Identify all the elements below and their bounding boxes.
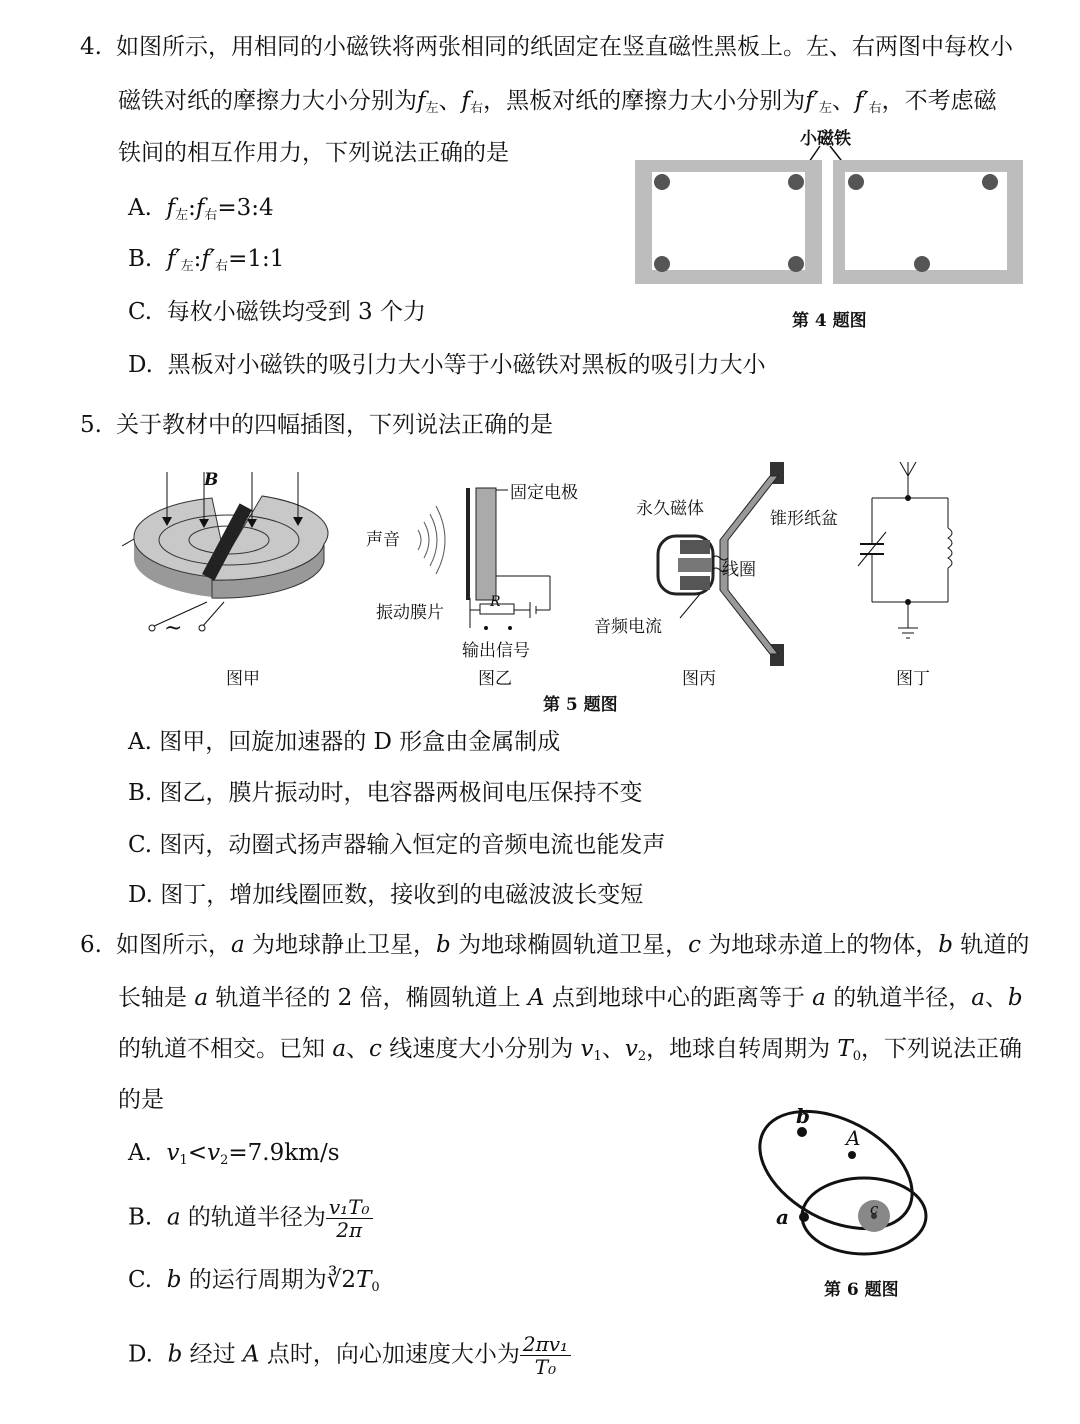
q5-option-a: A. 图甲，回旋加速器的 D 形盒由金属制成 [128, 729, 561, 755]
q5-stem: 5. 关于教材中的四幅插图，下列说法正确的是 [80, 412, 553, 438]
q6-option-b: B. a 的轨道半径为 $\frac{\text{v₁T₀}}{2\pi}$ [128, 1196, 373, 1241]
q6-line1: 6. 如图所示，a 为地球静止卫星，b 为地球椭圆轨道卫星，c 为地球赤道上的物体，b 轨道的 [80, 932, 1030, 958]
q5-caption-bing: 图丙 [682, 669, 716, 689]
q6-option-b-fraction: $\frac{\text{v₁T₀}}{2\pi}$ [326, 1196, 373, 1241]
q5-fig-jia [112, 462, 332, 662]
q5-caption-ding: 图丁 [896, 669, 930, 689]
q4-magnet [654, 174, 670, 190]
q6-fig-label-b: b [796, 1104, 810, 1128]
q6-option-d-fraction: $\frac{\text{2πv₁}}{\text{T₀}}$ [520, 1333, 571, 1378]
q4-magnet [982, 174, 998, 190]
q5-bing-magnet: 永久磁体 [636, 499, 704, 519]
q5-yi-film: 振动膜片 [376, 603, 444, 623]
q6-point-a [799, 1212, 809, 1222]
q4-option-a: A. $f_左:f_右=3:4$ [128, 195, 274, 223]
q5-number: 5. [80, 412, 102, 438]
q6-line4: 的是 [118, 1087, 164, 1113]
q5-bing-coil: 线圈 [722, 560, 756, 580]
q4-magnet [848, 174, 864, 190]
q5-yi-sound: 声音 [366, 530, 400, 550]
q5-caption-yi: 图乙 [478, 669, 512, 689]
q5-jia-ac: ~ [164, 616, 183, 641]
q4-magnet [788, 256, 804, 272]
q4-figure-caption: 第 4 题图 [792, 311, 867, 331]
q6-line3: 的轨道不相交。已知 a、c 线速度大小分别为 $v_1$、$v_2$，地球自转周期为 $T_0$，下列说法正确 [118, 1036, 1023, 1064]
q4-option-b: B. $f'_左:f'_右=1:1$ [128, 246, 285, 274]
q6-fig-label-a: a [776, 1205, 789, 1229]
q6-orbit-b [740, 1087, 932, 1252]
q5-bing-current: 音频电流 [594, 617, 662, 637]
q4-magnet-label: 小磁铁 [800, 129, 851, 149]
q5-yi-output: 输出信号 [462, 641, 530, 661]
q6-option-d: D. b 经过 A 点时，向心加速度大小为 $\frac{\text{2πv₁}}{\text{T₀}}$ [128, 1333, 571, 1378]
q5-caption-jia: 图甲 [226, 669, 260, 689]
q4-line3: 铁间的相互作用力，下列说法正确的是 [118, 140, 509, 166]
q5-option-b: B. 图乙，膜片振动时，电容器两极间电压保持不变 [128, 780, 643, 806]
q4-option-d: D. 黑板对小磁铁的吸引力大小等于小磁铁对黑板的吸引力大小 [128, 352, 766, 378]
q6-figure-caption: 第 6 题图 [824, 1280, 899, 1300]
q5-option-c: C. 图丙，动圈式扬声器输入恒定的音频电流也能发声 [128, 832, 666, 858]
q5-bing-cone: 锥形纸盆 [770, 509, 838, 529]
q6-number: 6. [80, 932, 102, 958]
q4-magnet [788, 174, 804, 190]
q6-fig-label-A: A [846, 1126, 861, 1150]
q4-line1: 4. 如图所示，用相同的小磁铁将两张相同的纸固定在竖直磁性黑板上。左、右两图中每枚小 [80, 34, 1013, 60]
q6-fig-label-c: c [870, 1200, 879, 1218]
q6-option-a: A. $v_1<v_2=7.9km/s$ [128, 1140, 340, 1168]
q4-option-c: C. 每枚小磁铁均受到 3 个力 [128, 299, 426, 325]
q5-yi-plate: 固定电极 [510, 483, 578, 503]
q4-magnet [654, 256, 670, 272]
q6-line2: 长轴是 a 轨道半径的 2 倍，椭圆轨道上 A 点到地球中心的距离等于 a 的轨道半径，a、b [118, 985, 1023, 1011]
q4-figure [630, 146, 1030, 286]
q4-magnet [914, 256, 930, 272]
q6-point-A [848, 1151, 856, 1159]
q5-jia-B: B [204, 470, 219, 490]
q6-point-b [797, 1127, 807, 1137]
q5-figure-caption: 第 5 题图 [543, 695, 618, 715]
q5-yi-R: R [490, 594, 501, 610]
q4-number: 4. [80, 34, 102, 60]
q5-option-d: D. 图丁，增加线圈匝数，接收到的电磁波波长变短 [128, 882, 644, 908]
q5-fig-ding [856, 458, 966, 638]
q6-option-c: C. b 的运行周期为$∛2T_0$ [128, 1267, 380, 1295]
q4-line2: 磁铁对纸的摩擦力大小分别为$f_左$、$f_右$，黑板对纸的摩擦力大小分别为$f'_左$、$f'_右$，不考虑磁 [118, 88, 997, 116]
